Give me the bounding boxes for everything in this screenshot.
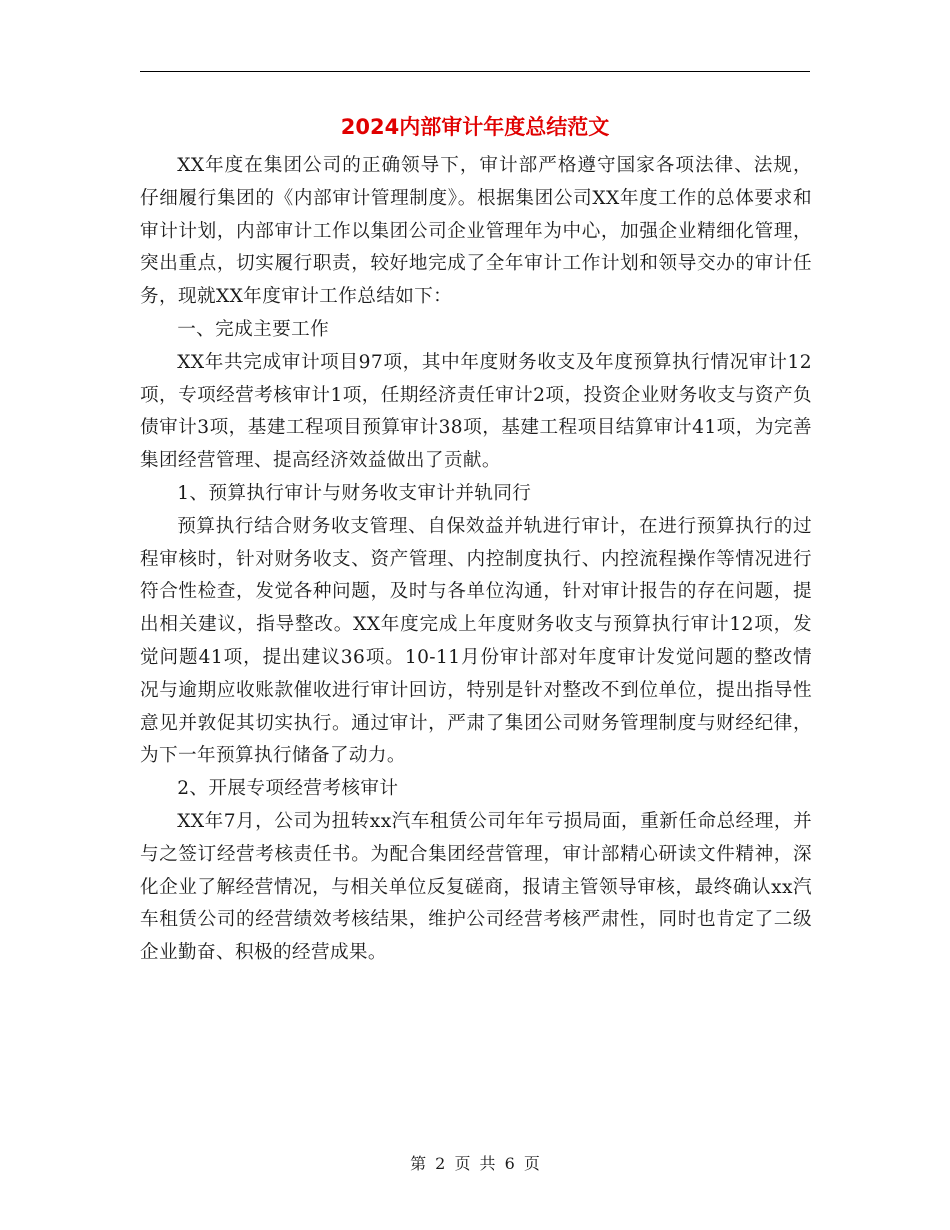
special-audit-paragraph: XX年7月，公司为扭转xx汽车租赁公司年年亏损局面，重新任命总经理，并与之签订经营考核责任书。为配合集团经营管理，审计部精心研读文件精神，深化企业了解经营情况，与相关单位反复磋商，报请主管领导审核，最终确认xx汽车租赁公司的经营绩效考核结果，维护公司经营考核严肃性，同时也肯定了二级企业勤奋、积极的经营成果。 [140,810,812,964]
section-heading-main-work: 一、完成主要工作 [177,318,330,340]
main-work-paragraph: XX年共完成审计项目97项，其中年度财务收支及年度预算执行情况审计12项，专项经营考核审计1项，任期经济责任审计2项，投资企业财务收支与资产负债审计3项，基建工程项目预算审计38项，基建工程项目结算审计41项，为完善集团经营管理、提高经济效益做出了贡献。 [140,351,812,472]
header-rule [140,71,810,72]
budget-audit-paragraph: 预算执行结合财务收支管理、自保效益并轨进行审计，在进行预算执行的过程审核时，针对财务收支、资产管理、内控制度执行、内控流程操作等情况进行符合性检查，发觉各种问题，及时与各单位沟通，针对审计报告的存在问题，提出相关建议，指导整改。XX年度完成上年度财务收支与预算执行审计12项，发觉问题41项，提出建议36项。10-11月份审计部对年度审计发觉问题的整改情况与逾期应收账款催收进行审计回访，特别是针对整改不到位单位，提出指导性意见并敦促其切实执行。通过审计，严肃了集团公司财务管理制度与财经纪律，为下一年预算执行储备了动力。 [140,515,812,767]
intro-paragraph: XX年度在集团公司的正确领导下，审计部严格遵守国家各项法律、法规，仔细履行集团的《内部审计管理制度》。根据集团公司XX年度工作的总体要求和审计计划，内部审计工作以集团公司企业管理年为中心，加强企业精细化管理，突出重点，切实履行职责，较好地完成了全年审计工作计划和领导交办的审计任务，现就XX年度审计工作总结如下： [140,155,812,308]
subsection-heading-budget-audit: 1、预算执行审计与财务收支审计并轨同行 [177,482,532,504]
document-body [140,150,812,970]
subsection-heading-special-audit: 2、开展专项经营考核审计 [177,778,399,800]
page-number-footer: 第 2 页 共 6 页 [410,1154,540,1173]
document-title: 2024内部审计年度总结范文 [340,115,610,139]
